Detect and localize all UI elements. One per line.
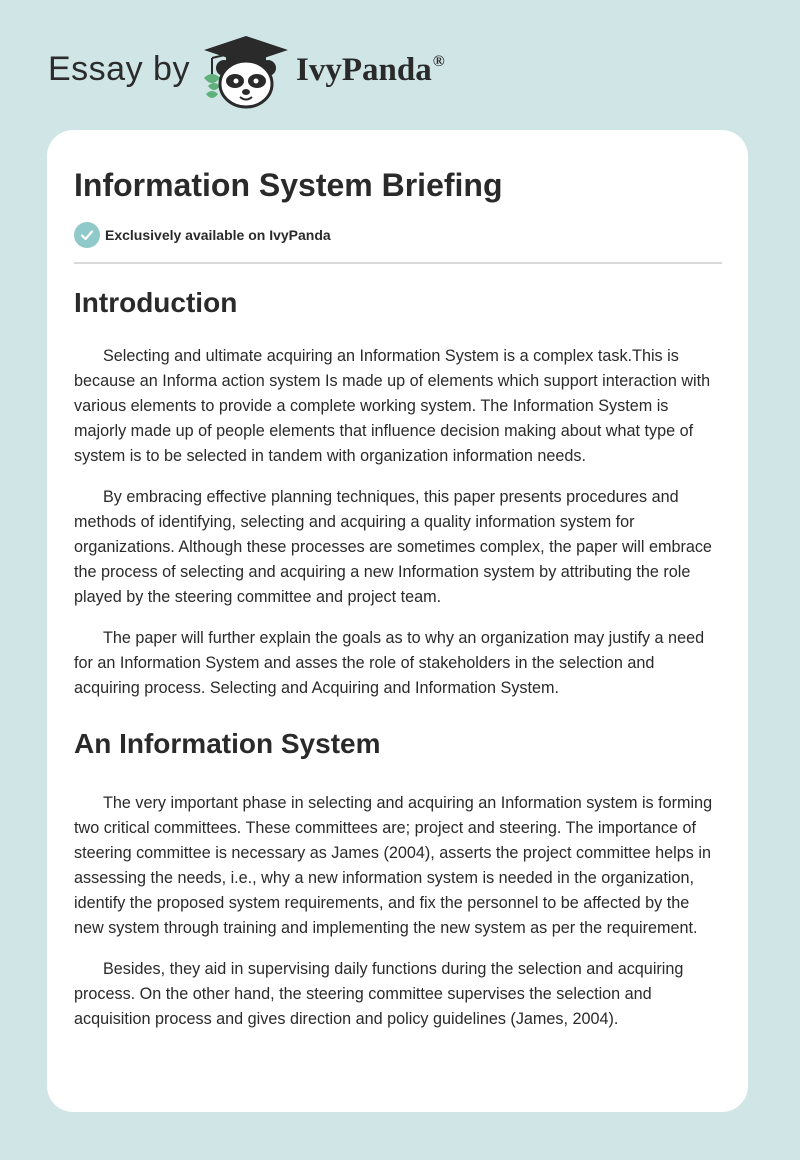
section-heading-introduction: Introduction bbox=[74, 287, 238, 318]
paragraph: Besides, they aid in supervising daily functions during the selection and acquiring process. On the other hand, the steering committee supervises the selection and acquisition process and gives direction and policy guidelines (James, 2004). bbox=[74, 960, 684, 1028]
site-header bbox=[48, 34, 468, 110]
exclusive-badge bbox=[74, 222, 722, 248]
paragraph: The very important phase in selecting and acquiring an Information system is forming two critical committees. These committees are; project and steering. The importance of steering committee is necessary as James (2004), asserts the project committee helps in assessing the needs, i.e., why a new information system is needed in the organization, identify the proposed system requirements, and fix the personnel to be affected by the new system through training and implementing the new system as per the requirement. bbox=[74, 794, 713, 937]
section-heading-information-system: An Information System bbox=[74, 728, 381, 759]
essay-card bbox=[47, 130, 748, 1112]
paragraph: By embracing effective planning techniques, this paper presents procedures and methods of identifying, selecting and acquiring a quality information system for organizations. Although these processes are sometimes complex, the paper will embrace the process of selecting and acquiring a new Information system by attributing the role played by the steering committee and project team. bbox=[74, 488, 712, 606]
panda-mascot-icon bbox=[200, 34, 292, 110]
registered-mark: ® bbox=[432, 53, 445, 70]
paragraph: The paper will further explain the goals as to why an organization may justify a need for an Information System and asses the role of stakeholders in the selection and acquiring process. Selecting and Acquiring and Information System. bbox=[74, 629, 705, 697]
page-title: Information System Briefing bbox=[74, 167, 503, 203]
brand-name[interactable]: IvyPanda® bbox=[296, 52, 445, 88]
badge-text: Exclusively available on IvyPanda bbox=[105, 227, 331, 243]
checkmark-icon bbox=[74, 222, 100, 248]
divider bbox=[74, 262, 722, 264]
essay-by-label: Essay by bbox=[48, 50, 190, 88]
paragraph: Selecting and ultimate acquiring an Information System is a complex task.This is because an Informa action system Is made up of elements which support interaction with various elements to provide a complete working system. The Information System is majorly made up of people elements that influence decision making about what type of system is to be selected in tandem with organization information needs. bbox=[74, 347, 711, 465]
